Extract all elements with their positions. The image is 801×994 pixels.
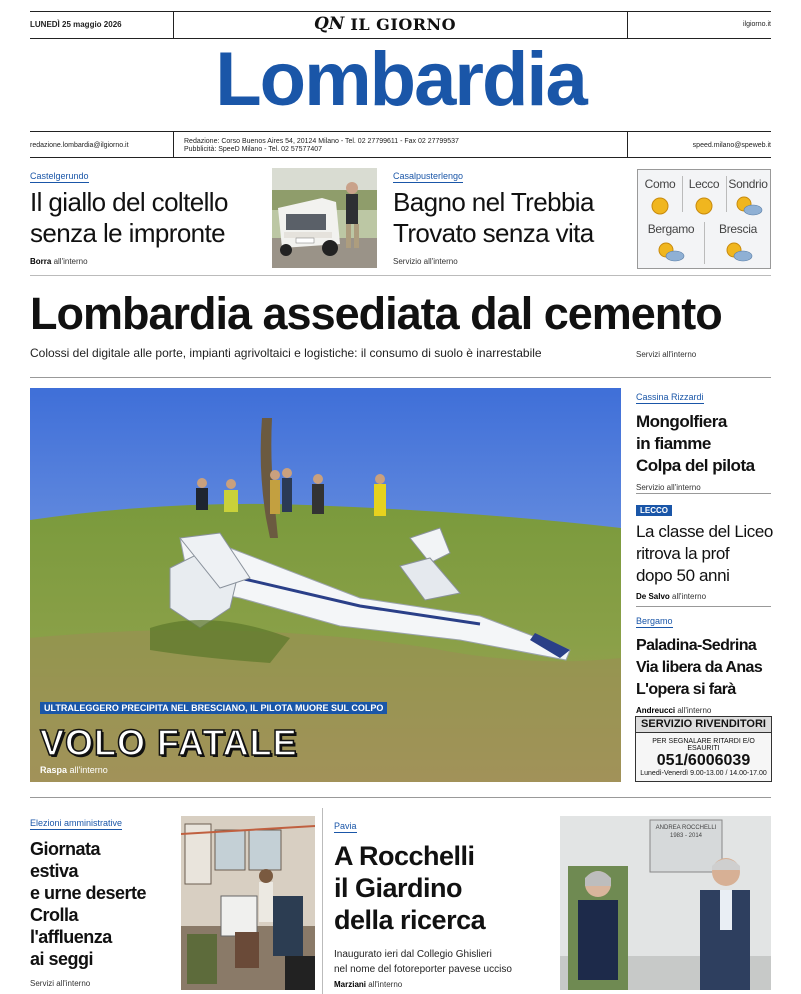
byline-author: De Salvo <box>636 592 670 601</box>
headline-line: l'affluenza <box>30 927 112 947</box>
kicker: LECCO <box>636 505 672 516</box>
byline <box>636 592 776 601</box>
kicker: Elezioni amministrative <box>30 818 123 828</box>
headline-line: Via libera da Anas <box>636 659 763 676</box>
editorial-email[interactable]: redazione.lombardia@ilgiorno.it <box>30 142 129 149</box>
address-block <box>184 138 459 154</box>
top-story-2[interactable] <box>393 166 628 249</box>
weather-city: Sondrio <box>728 177 768 191</box>
photo-overline: ULTRALEGGERO PRECIPITA NEL BRESCIANO, IL PILOTA MUORE SUL COLPO <box>40 702 387 714</box>
photo-byline <box>40 765 108 775</box>
summary-line: Inaugurato ieri dal Collegio Ghislieri <box>334 949 492 960</box>
headline-line: dopo 50 anni <box>636 566 730 585</box>
byline <box>636 706 776 715</box>
weather-city: Brescia <box>719 222 757 236</box>
byline-text: all'interno <box>53 257 88 266</box>
website-link[interactable]: ilgiorno.it <box>742 21 771 28</box>
plaque-line: 1983 - 2014 <box>669 833 703 839</box>
partly-cloudy-icon <box>734 194 764 218</box>
byline-text: all'interno <box>677 706 712 715</box>
byline <box>30 257 88 266</box>
address-line: Redazione: Corso Buenos Aires 54, 20124 Milano - Tel. 02 27799611 - Fax 02 27799537 <box>184 138 459 145</box>
headline-line: Bagno nel Trebbia <box>393 187 594 217</box>
main-byline: Servizi all'interno <box>636 350 697 359</box>
headline-line: Trovato senza vita <box>393 218 594 248</box>
paper-name: IL GIORNO <box>350 14 457 34</box>
byline-author: Borra <box>30 257 52 266</box>
partly-cloudy-icon <box>656 240 686 264</box>
headline-line: Colpa del pilota <box>636 456 755 475</box>
reseller-hours: Lunedì-Venerdì 9.00-13.00 / 14.00-17.00 <box>640 770 767 777</box>
byline-text: all'interno <box>69 765 108 775</box>
byline: Servizio all'interno <box>393 257 458 266</box>
kicker: Pavia <box>334 821 357 831</box>
sidebar-story-1[interactable] <box>636 387 771 492</box>
main-subhead: Colossi del digitale alle porte, impianti agrivoltaici e logistiche: il consumo di suolo è inarrestabile <box>30 346 542 360</box>
headline-line: La classe del Liceo <box>636 522 773 541</box>
byline-text: all'interno <box>672 592 707 601</box>
plane-crash-photo[interactable] <box>30 388 621 782</box>
kicker: Bergamo <box>636 616 673 626</box>
headline-line: senza le impronte <box>30 218 226 248</box>
headline-line: Giornata <box>30 839 101 859</box>
weather-city: Bergamo <box>647 222 695 236</box>
advertising-email[interactable]: speed.milano@speweb.it <box>692 142 771 149</box>
memorial-plaque <box>654 824 718 840</box>
byline <box>334 980 402 989</box>
summary-line: nel nome del fotoreporter pavese ucciso <box>334 964 512 975</box>
bottom-right-story[interactable] <box>334 816 564 977</box>
weather-box[interactable] <box>637 169 771 269</box>
headline-line: in fiamme <box>636 434 711 453</box>
plaque-line: ANDREA ROCCHELLI <box>655 825 717 831</box>
photo-title[interactable]: VOLO FATALE <box>40 722 298 763</box>
headline-line: Crolla <box>30 905 79 925</box>
sidebar-story-2[interactable] <box>636 500 776 601</box>
headline-line: A Rocchelli <box>334 841 475 871</box>
byline: Servizio all'interno <box>636 483 701 492</box>
qn-logo: QN <box>314 14 345 34</box>
polling-station-photo[interactable] <box>181 816 315 990</box>
headline-line: il Giardino <box>334 873 463 903</box>
main-headline[interactable]: Lombardia assediata dal cemento <box>30 288 722 339</box>
paper-logo[interactable] <box>314 14 456 34</box>
sun-icon <box>648 194 672 218</box>
issue-date: LUNEDÌ 25 maggio 2026 <box>30 20 122 29</box>
headline-line: ai seggi <box>30 949 94 969</box>
sun-icon <box>692 194 716 218</box>
headline-line: Il giallo del coltello <box>30 187 228 217</box>
reseller-title: SERVIZIO RIVENDITORI <box>636 717 771 733</box>
reseller-phone[interactable]: 051/6006039 <box>656 752 751 769</box>
edition-title: Lombardia <box>215 37 586 122</box>
byline-author: Marziani <box>334 980 367 989</box>
headline-line: Paladina-Sedrina <box>636 637 757 654</box>
reseller-line: PER SEGNALARE RITARDI E/O ESAURITI <box>652 738 755 752</box>
byline-author: Andreucci <box>636 706 676 715</box>
headline-line: e urne deserte <box>30 883 147 903</box>
byline-text: all'interno <box>368 980 403 989</box>
rocchelli-garden-photo[interactable] <box>560 816 771 990</box>
partly-cloudy-icon <box>724 240 754 264</box>
headline-line: ritrova la prof <box>636 544 730 563</box>
headline-line: Mongolfiera <box>636 412 727 431</box>
weather-city: Lecco <box>688 177 720 191</box>
top-story-1[interactable] <box>30 166 270 249</box>
kicker: Cassina Rizzardi <box>636 392 704 402</box>
sidebar-story-3[interactable] <box>636 611 776 715</box>
kicker: Castelgerundo <box>30 171 89 181</box>
bottom-left-story[interactable] <box>30 813 180 970</box>
car-photo[interactable] <box>272 168 377 268</box>
weather-city: Como <box>644 177 676 191</box>
advertising-line: Pubblicità: SpeeD Milano - Tel. 02 57577407 <box>184 146 323 153</box>
byline-author: Raspa <box>40 765 68 775</box>
headline-line: estiva <box>30 861 79 881</box>
headline-line: L'opera si farà <box>636 681 736 698</box>
byline: Servizi all'interno <box>30 979 91 988</box>
reseller-service-box[interactable] <box>635 716 772 782</box>
kicker: Casalpusterlengo <box>393 171 464 181</box>
headline-line: della ricerca <box>334 905 486 935</box>
